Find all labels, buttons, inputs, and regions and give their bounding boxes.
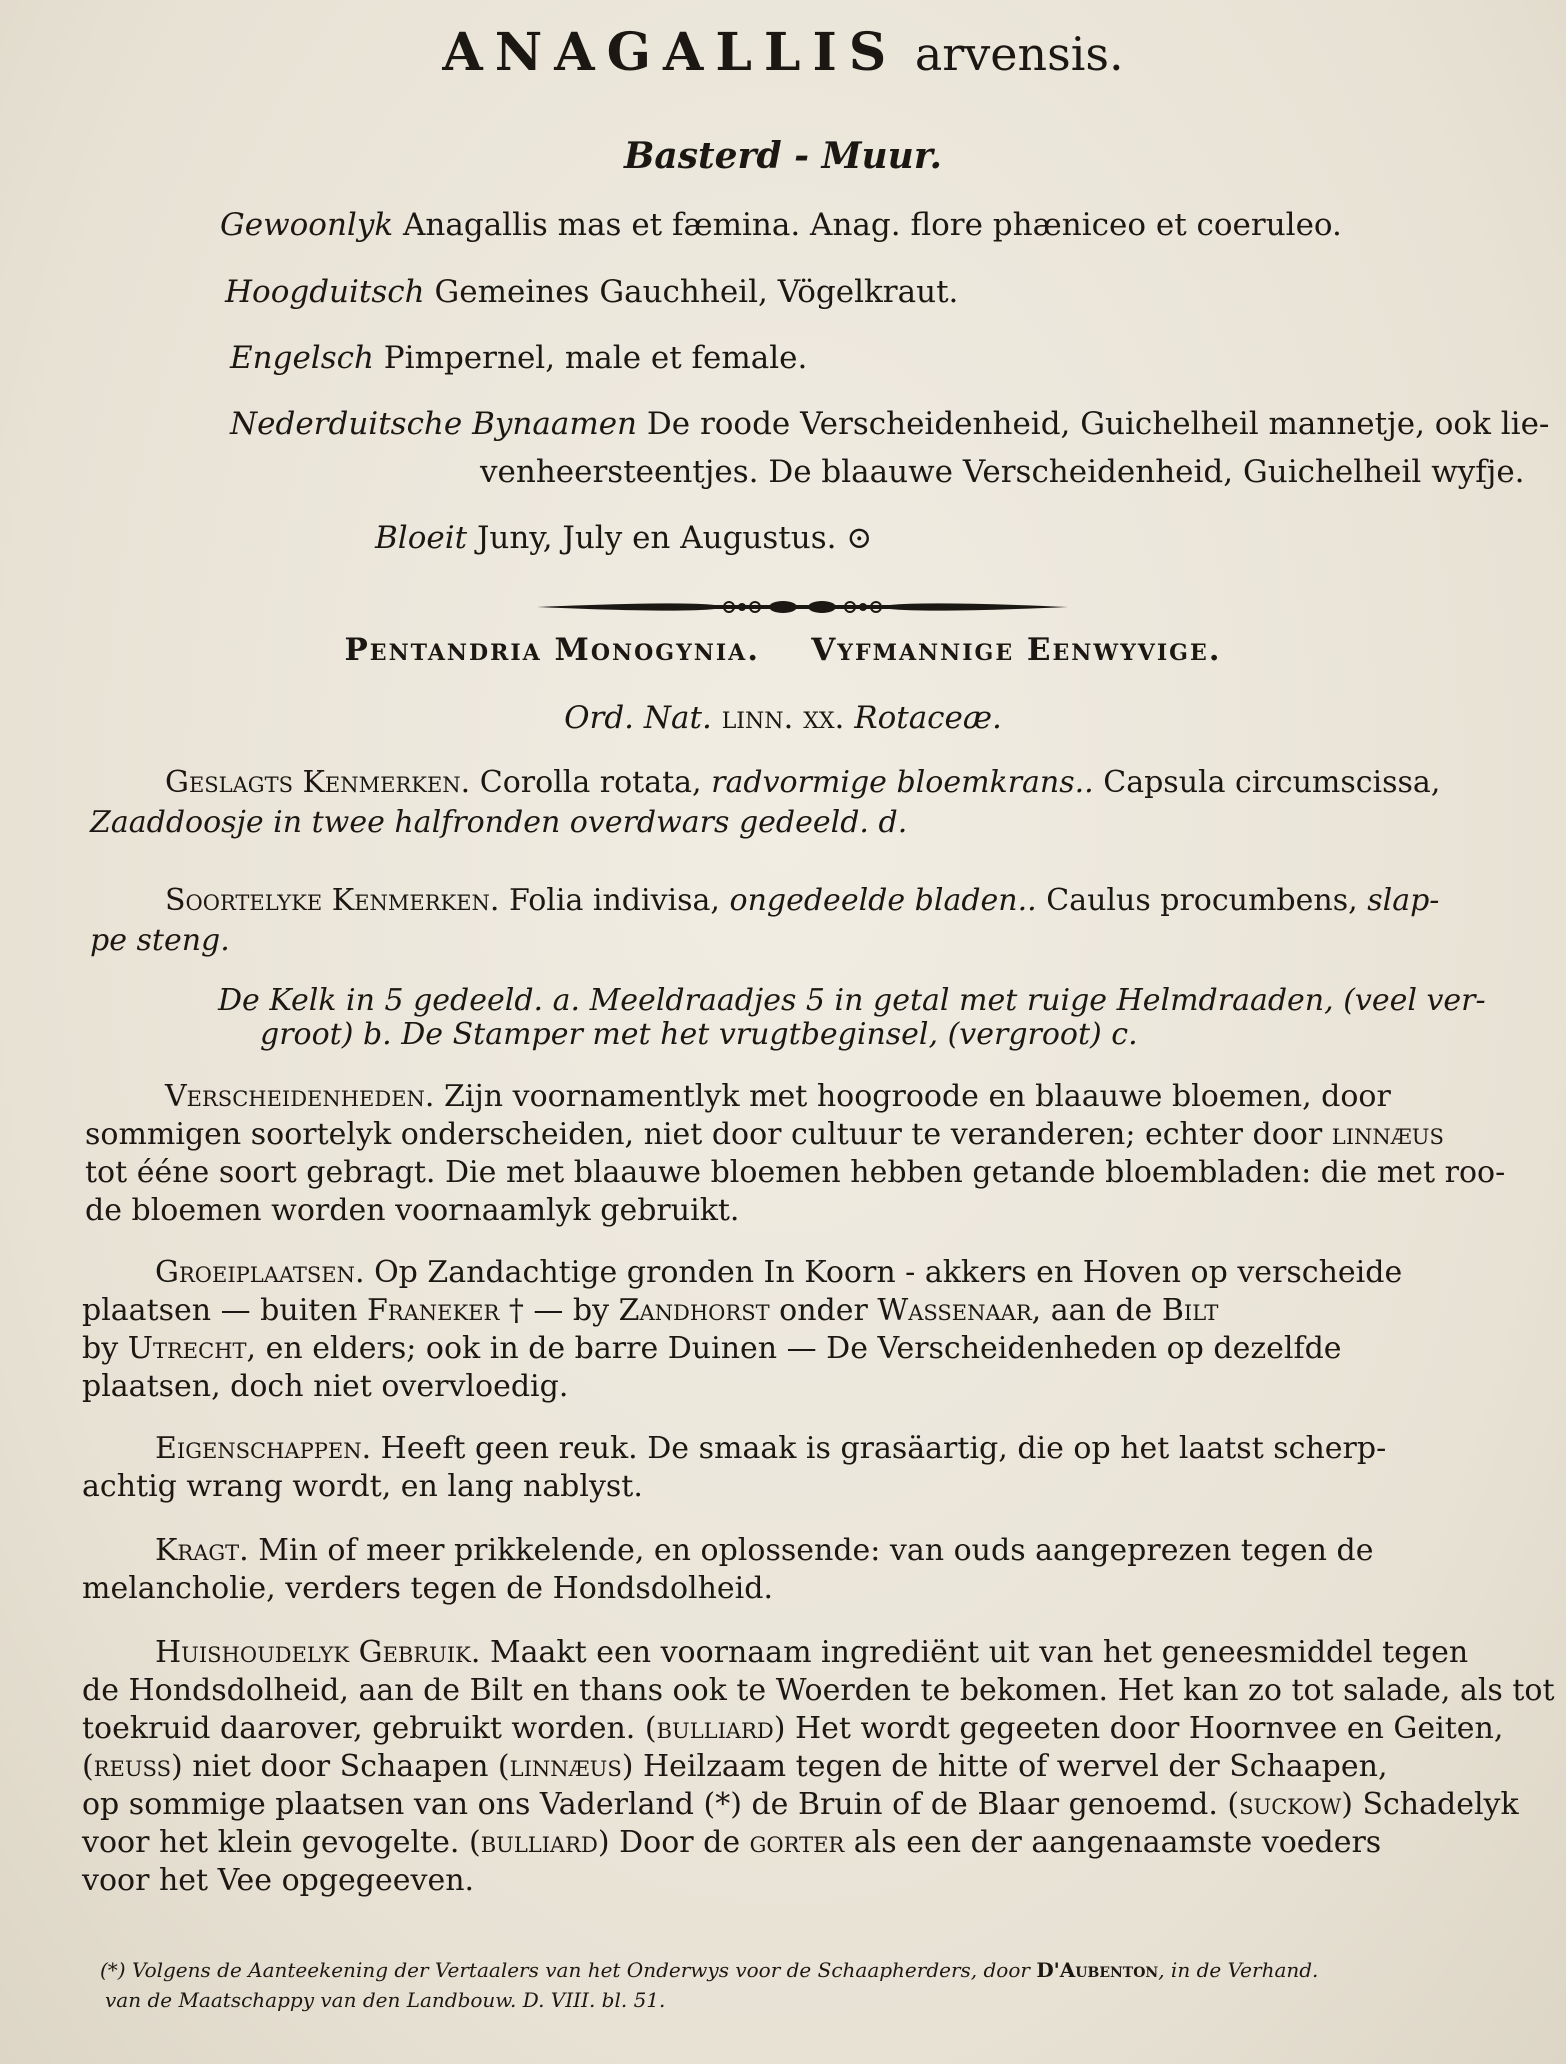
ord-prefix: Ord. Nat. bbox=[564, 700, 712, 736]
body-text: ) Heilzaam tegen de hitte of wervel der Schaapen, bbox=[621, 1749, 1388, 1784]
place-name: Wassenaar bbox=[877, 1293, 1032, 1328]
footnote-cont: van de Maatschappy van den Landbouw. D. VIII. bl. 51. bbox=[105, 1988, 666, 2012]
varieties-line: tot ééne soort gebragt. Die met blaauwe bloemen hebben getande bloembladen: die met roo- bbox=[85, 1155, 1506, 1190]
synonym-text: De roode Verscheidenheid, Guichelheil mannetje, ook lie- bbox=[646, 406, 1550, 442]
species-characters-cont: pe steng. bbox=[90, 923, 230, 958]
dutch-text: radvormige bloemkrans.. bbox=[711, 765, 1094, 800]
latin-text: Folia indivisa, bbox=[509, 883, 720, 918]
section-head: Kragt. bbox=[155, 1533, 249, 1568]
synonym-label: Hoogduitsch bbox=[225, 274, 425, 310]
synonym-text: Gemeines Gauchheil, Vögelkraut. bbox=[434, 274, 959, 310]
author-name: reuss bbox=[93, 1749, 171, 1784]
body-text: by bbox=[82, 1331, 119, 1366]
body-text: ) Het wordt gegeeten door Hoornvee en Geiten, bbox=[773, 1711, 1504, 1746]
class-dutch: Vyfmannige Eenwyvige. bbox=[811, 632, 1222, 668]
latin-text: Capsula circumscissa, bbox=[1103, 765, 1441, 800]
ord-linn: linn. xx. bbox=[721, 700, 845, 736]
page-title bbox=[0, 22, 1566, 83]
dutch-text: ongedeelde bladen.. bbox=[729, 883, 1037, 918]
bloom-line bbox=[375, 518, 872, 558]
footnote-text: , in de Verhand. bbox=[1158, 1958, 1319, 1982]
author-name: linnæus bbox=[509, 1749, 622, 1784]
body-text: Heeft geen reuk. De smaak is grasäartig, die op het laatst scherp- bbox=[380, 1431, 1387, 1466]
habitat-line bbox=[82, 1290, 1218, 1332]
synonym-continuation: venheersteentjes. De blaauwe Verscheidenheid, Guichelheil wyfje. bbox=[480, 454, 1525, 490]
body-text: ) niet door Schaapen ( bbox=[170, 1749, 510, 1784]
section-head: Verscheidenheden. bbox=[165, 1079, 435, 1114]
body-text: ) Schadelyk bbox=[1341, 1787, 1519, 1822]
author-name: linnæus bbox=[1331, 1117, 1444, 1152]
synonym-text: Pimpernel, male et female. bbox=[383, 340, 808, 376]
section-head: Eigenschappen. bbox=[155, 1431, 372, 1466]
use-line: de Hondsdolheid, aan de Bilt en thans ook te Woerden te bekomen. Het kan zo tot salade, als tot bbox=[82, 1673, 1555, 1708]
place-name: Bilt bbox=[1161, 1293, 1219, 1328]
synonym-line bbox=[230, 338, 807, 378]
body-text: Op Zandachtige gronden In Koorn - akkers en Hoven op verscheide bbox=[374, 1255, 1403, 1290]
place-name: Utrecht bbox=[127, 1331, 247, 1366]
virtue-line: melancholie, verders tegen de Hondsdolheid. bbox=[82, 1571, 774, 1606]
body-text: toekruid daarover, gebruikt worden. ( bbox=[82, 1711, 657, 1746]
classification-heading bbox=[0, 632, 1566, 668]
species-characters bbox=[165, 880, 1439, 922]
figure-legend-cont: groot) b. De Stamper met het vrugtbeginsel, (vergroot) c. bbox=[260, 1017, 1138, 1052]
synonym-label: Engelsch bbox=[230, 340, 374, 376]
synonym-label: Gewoonlyk bbox=[220, 207, 394, 243]
genus-characters-cont: Zaaddoosje in twee halfronden overdwars gedeeld. d. bbox=[90, 805, 908, 840]
body-text: † — by bbox=[508, 1293, 610, 1328]
synonym-line bbox=[225, 272, 958, 312]
synonym-text: Juny, July en Augustus. bbox=[476, 520, 837, 556]
use-line bbox=[82, 1784, 1519, 1826]
common-name: Basterd - Muur. bbox=[623, 135, 943, 177]
place-name: Zandhorst bbox=[618, 1293, 770, 1328]
use-line bbox=[82, 1708, 1503, 1750]
body-text: , aan de bbox=[1031, 1293, 1153, 1328]
body-text: als een der aangenaamste voeders bbox=[853, 1825, 1382, 1860]
place-name: Franeker bbox=[366, 1293, 500, 1328]
varieties-line: de bloemen worden voornaamlyk gebruikt. bbox=[85, 1193, 740, 1228]
virtue-line bbox=[155, 1530, 1373, 1572]
author-name: bulliard bbox=[656, 1711, 774, 1746]
section-head: Soortelyke Kenmerken. bbox=[165, 883, 500, 918]
section-head: Groeiplaatsen. bbox=[155, 1255, 365, 1290]
section-head: Huishoudelyk Gebruik. bbox=[155, 1635, 481, 1670]
ord-name: Rotaceæ. bbox=[854, 700, 1002, 736]
class-latin: Pentandria Monogynia. bbox=[344, 632, 761, 668]
synonym-label: Bloeit bbox=[375, 520, 468, 556]
body-text: sommigen soortelyk onderscheiden, niet door cultuur te veranderen; echter door bbox=[85, 1117, 1323, 1152]
species-name: arvensis. bbox=[914, 27, 1124, 81]
dutch-text: slap- bbox=[1367, 883, 1440, 918]
footnote bbox=[100, 1955, 1318, 1985]
synonym-line bbox=[220, 205, 1342, 245]
use-line: voor het Vee opgegeeven. bbox=[82, 1863, 475, 1898]
figure-legend: De Kelk in 5 gedeeld. a. Meeldraadjes 5 in getal met ruige Helmdraaden, (veel ver- bbox=[218, 983, 1486, 1018]
synonym-text: Anagallis mas et fæmina. Anag. flore phæniceo et coeruleo. bbox=[403, 207, 1342, 243]
natural-order bbox=[0, 700, 1566, 736]
section-head: Geslagts Kenmerken. bbox=[165, 765, 471, 800]
varieties-line bbox=[85, 1114, 1444, 1156]
use-line bbox=[82, 1746, 1388, 1788]
body-text: onder bbox=[779, 1293, 868, 1328]
use-line bbox=[82, 1822, 1381, 1864]
body-text: , en elders; ook in de barre Duinen — De Verscheidenheden op dezelfde bbox=[246, 1331, 1342, 1366]
ornamental-rule bbox=[535, 592, 1070, 622]
body-text: ) Door de bbox=[597, 1825, 741, 1860]
body-text: Zijn voornamentlyk met hoogroode en blaauwe bloemen, door bbox=[444, 1079, 1391, 1114]
genus-name: ANAGALLIS bbox=[442, 22, 899, 83]
use-line bbox=[155, 1632, 1468, 1674]
properties-line bbox=[155, 1428, 1386, 1470]
author-name: gorter bbox=[749, 1825, 845, 1860]
author-name: suckow bbox=[1239, 1787, 1342, 1822]
synonym-label: Nederduitsche Bynaamen bbox=[230, 406, 638, 442]
body-text: voor het klein gevogelte. ( bbox=[82, 1825, 481, 1860]
habitat-line bbox=[155, 1252, 1402, 1294]
body-text: Maakt een voornaam ingrediënt uit van het geneesmiddel tegen bbox=[489, 1635, 1469, 1670]
properties-line: achtig wrang wordt, en lang nablyst. bbox=[82, 1469, 643, 1504]
footnote-text: (*) Volgens de Aanteekening der Vertaalers van het Onderwys voor de Schaapherders, door bbox=[100, 1958, 1030, 1982]
genus-characters bbox=[165, 762, 1440, 804]
varieties-line bbox=[165, 1076, 1391, 1118]
habitat-line: plaatsen, doch niet overvloedig. bbox=[82, 1369, 569, 1404]
latin-text: Caulus procumbens, bbox=[1046, 883, 1358, 918]
body-text: ( bbox=[82, 1749, 94, 1784]
author-name: D'Aubenton bbox=[1036, 1958, 1159, 1982]
annual-symbol-icon: ⊙ bbox=[846, 520, 873, 556]
synonym-line bbox=[230, 404, 1549, 444]
body-text: plaatsen — buiten bbox=[82, 1293, 358, 1328]
latin-text: Corolla rotata, bbox=[479, 765, 702, 800]
body-text: op sommige plaatsen van ons Vaderland (*) de Bruin of de Blaar genoemd. ( bbox=[82, 1787, 1240, 1822]
habitat-line bbox=[82, 1328, 1342, 1370]
author-name: bulliard bbox=[480, 1825, 598, 1860]
body-text: Min of meer prikkelende, en oplossende: van ouds aangeprezen tegen de bbox=[258, 1533, 1374, 1568]
